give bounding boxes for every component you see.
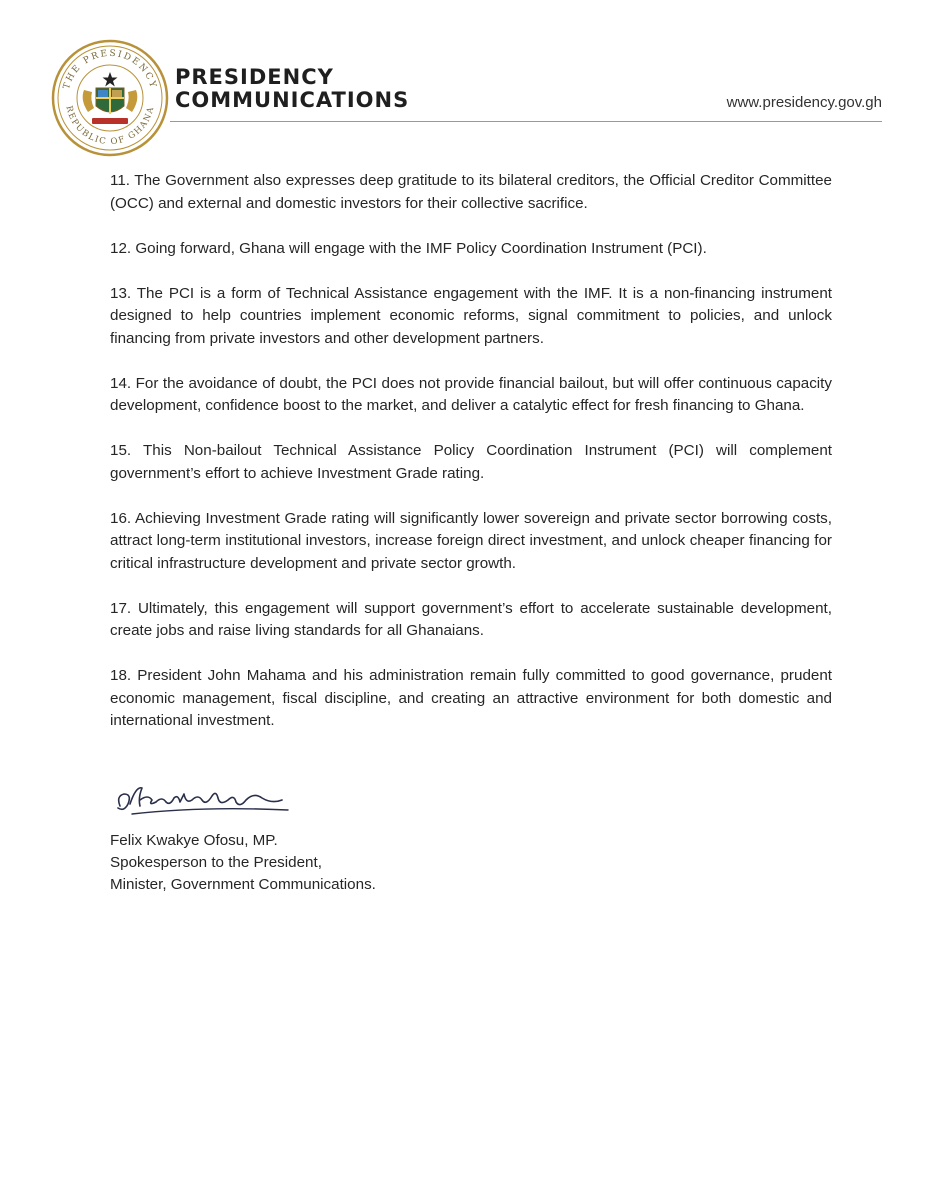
brand-title [175, 66, 409, 112]
paragraph-18: 18. President John Mahama and his administration remain fully committed to good governance, prudent economic management, fiscal discipline, and creating an attractive environment for both domestic and international investment. [110, 667, 832, 729]
signatory-title: Spokesperson to the President, [110, 854, 322, 871]
paragraph-16: 16. Achieving Investment Grade rating will significantly lower sovereign and private sector borrowing costs, attract long-term institutional investors, increase foreign direct investment, and unlock cheaper financing for critical infrastructure development and private sector growth. [110, 509, 832, 572]
website-link[interactable]: www.presidency.gov.gh [726, 94, 882, 111]
header-divider [170, 121, 882, 122]
release-body [110, 170, 832, 755]
paragraph-11: 11. The Government also expresses deep gratitude to its bilateral creditors, the Official Creditor Committee (OCC) and external and domestic investors for their collective sacrifice. [110, 172, 832, 212]
paragraph-14: 14. For the avoidance of doubt, the PCI does not provide financial bailout, but will offer continuous capacity development, confidence boost to the market, and deliver a catalytic effect for fresh financing to Ghana. [110, 374, 832, 414]
presidency-seal-logo [50, 38, 170, 158]
signatory-block [110, 830, 376, 896]
signatory-role: Minister, Government Communications. [110, 876, 376, 893]
paragraph-15: 15. This Non-bailout Technical Assistance Policy Coordination Instrument (PCI) will complement government’s effort to achieve Investment Grade rating. [110, 442, 832, 482]
brand-line-presidency: PRESIDENCY [175, 65, 334, 89]
svg-text:REPUBLIC OF GHANA: REPUBLIC OF GHANA [63, 104, 157, 148]
handwritten-signature [112, 776, 292, 828]
signatory-name: Felix Kwakye Ofosu, MP. [110, 832, 278, 849]
paragraph-17: 17. Ultimately, this engagement will support government’s effort to accelerate sustainable development, create jobs and raise living standards for all Ghanaians. [110, 599, 832, 639]
paragraph-12: 12. Going forward, Ghana will engage with the IMF Policy Coordination Instrument (PCI). [110, 239, 707, 257]
paragraph-13: 13. The PCI is a form of Technical Assistance engagement with the IMF. It is a non-financing instrument designed to help countries implement economic reforms, signal commitment to policies, and unlock financing from private investors and other development partners. [110, 284, 832, 347]
svg-text:THE PRESIDENCY: THE PRESIDENCY [61, 48, 159, 91]
brand-line-communications: COMMUNICATIONS [175, 88, 410, 112]
